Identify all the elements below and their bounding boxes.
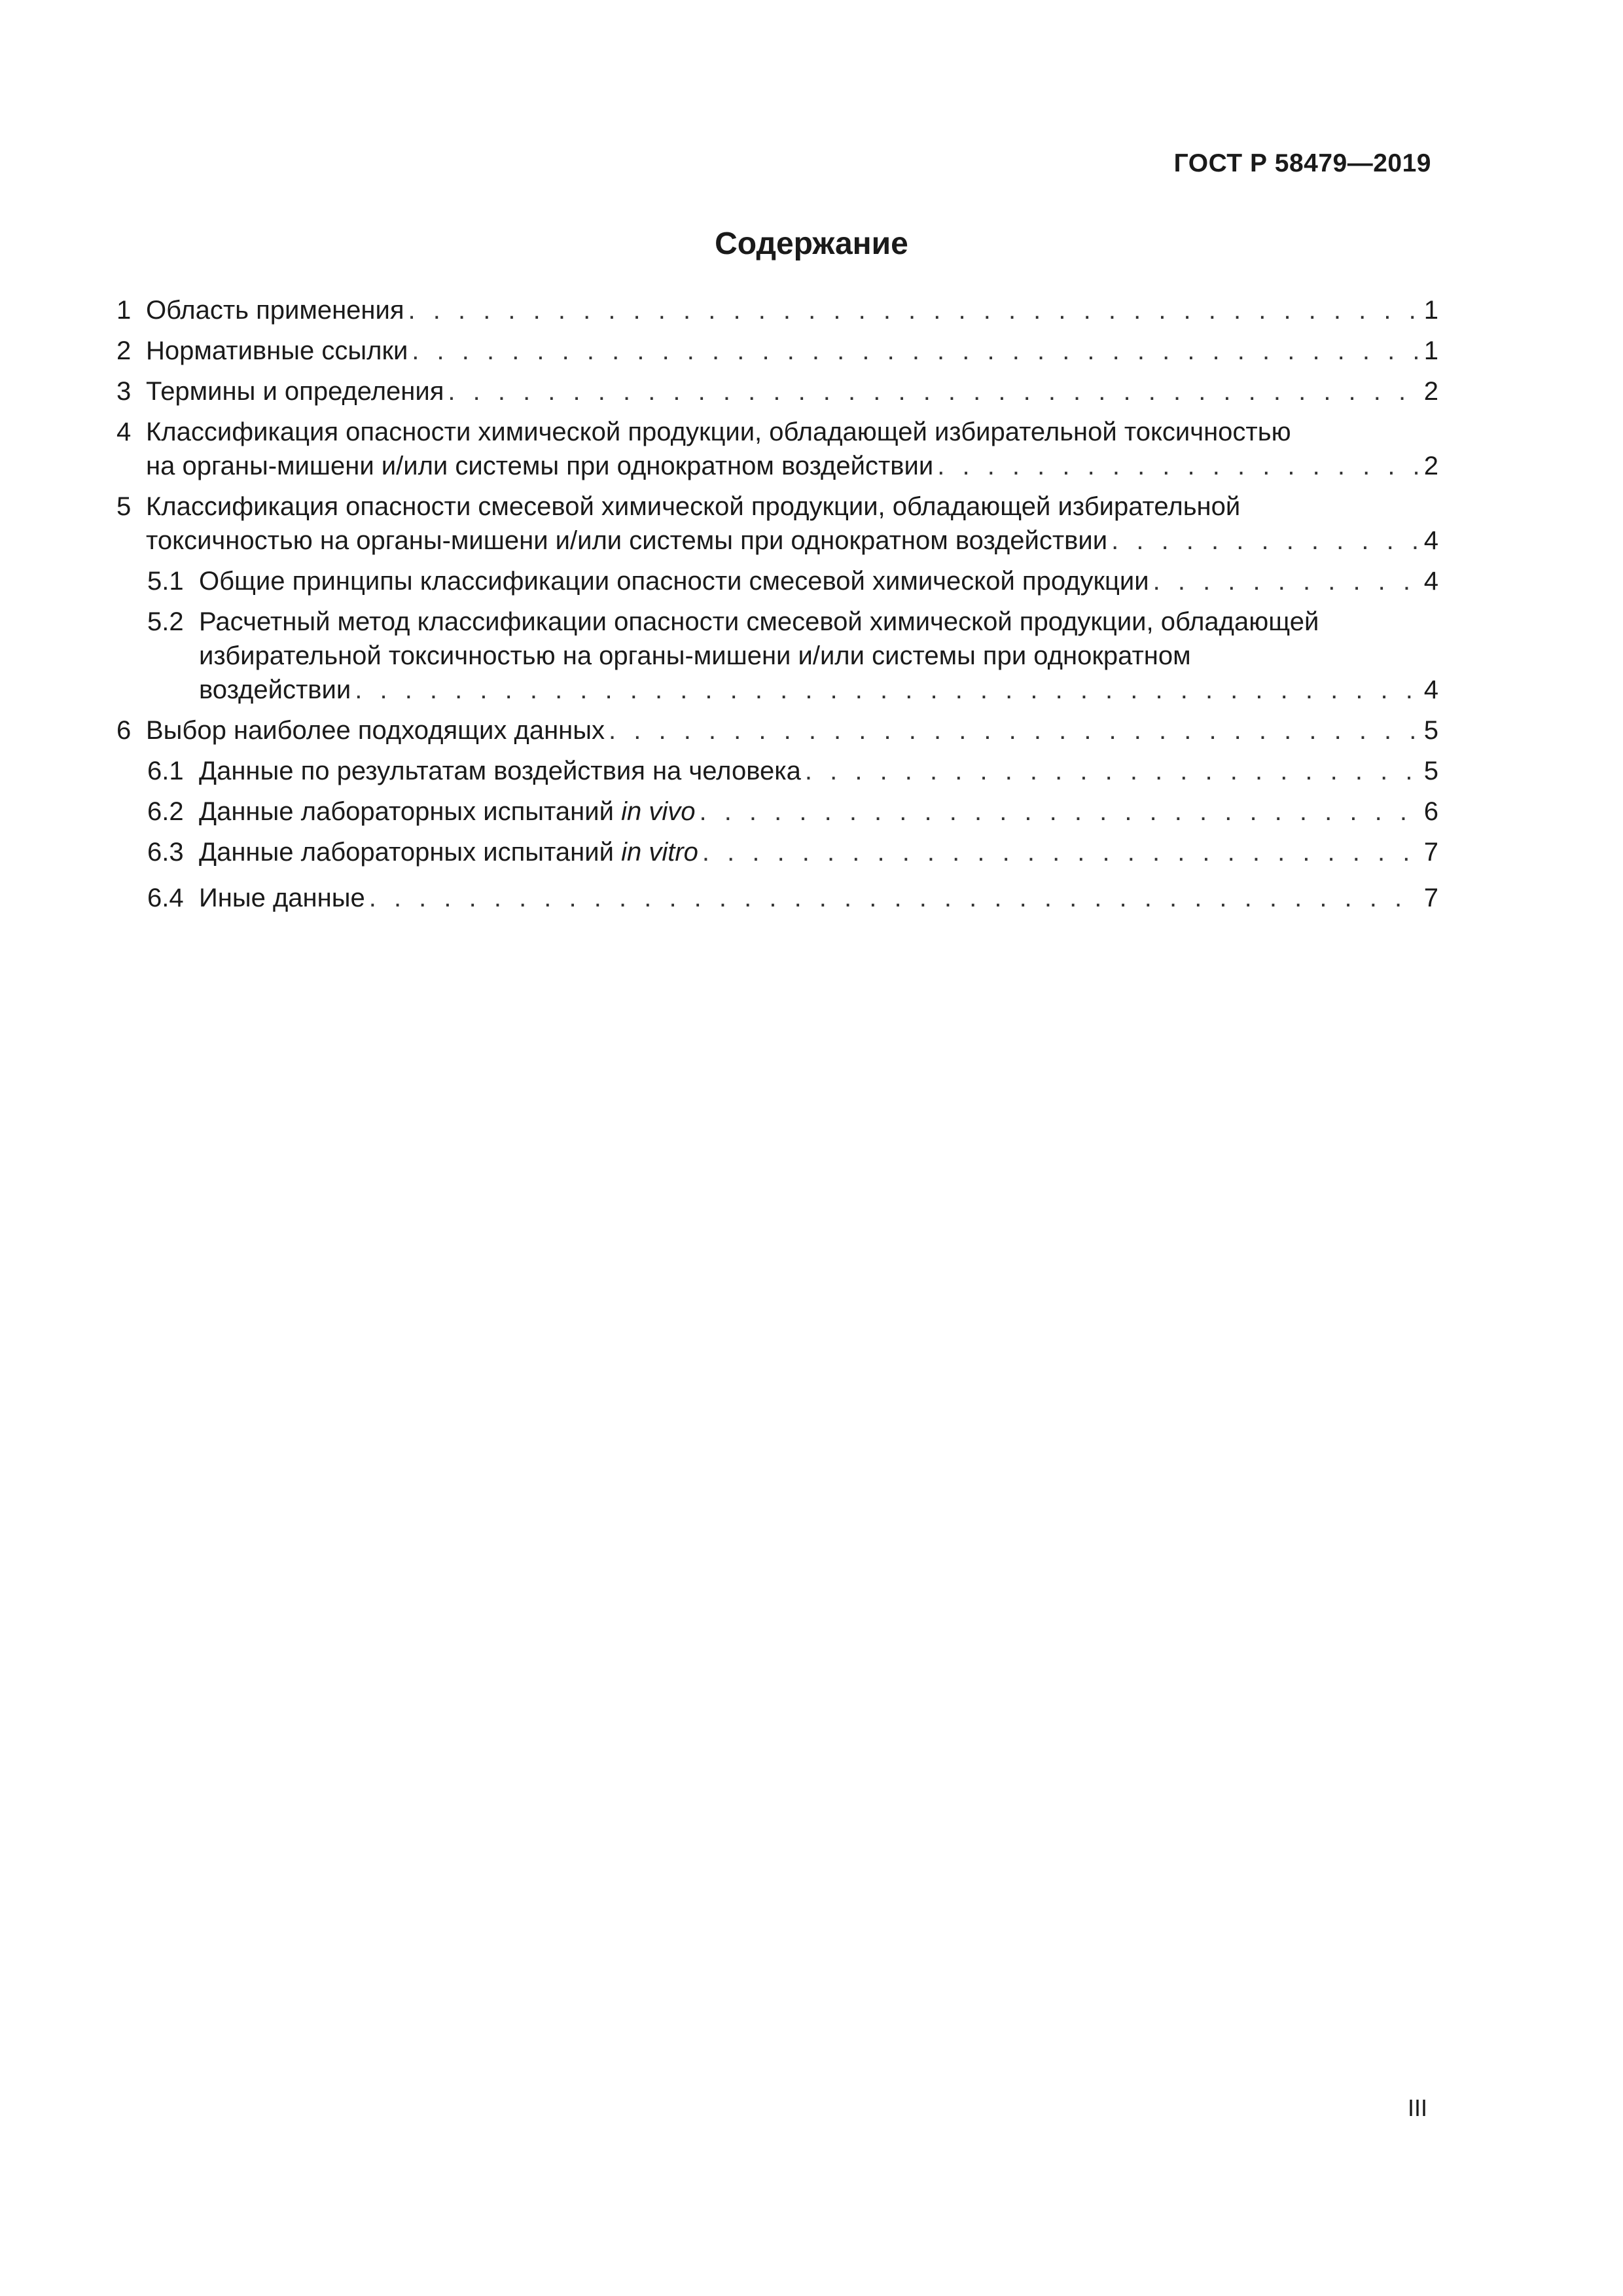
dot-leader xyxy=(937,449,1421,483)
toc-entry-number: 6.2 xyxy=(147,797,184,826)
toc-entry-title-italic: in vivo xyxy=(621,797,696,826)
dot-leader xyxy=(702,835,1421,869)
toc-entry-page: 4 xyxy=(1423,675,1438,704)
toc-entry-title-text: Данные лабораторных испытаний xyxy=(199,838,614,867)
toc-entry-number: 5 xyxy=(116,492,132,521)
toc-entry-title-line: избирательной токсичностью на органы-мишени и/или системы при однократном xyxy=(199,641,1191,670)
toc-entry-page: 4 xyxy=(1423,567,1438,596)
toc-entry-page: 6 xyxy=(1423,797,1438,826)
toc-entry-number: 5.1 xyxy=(147,567,184,596)
toc-entry-title-line: Классификация опасности химической продукции, обладающей избирательной токсичностью xyxy=(146,418,1291,446)
toc-entry-5-2[interactable] xyxy=(147,605,1438,707)
document-code: ГОСТ Р 58479—2019 xyxy=(1173,149,1431,177)
toc-entry-title: Данные по результатам воздействия на человека xyxy=(199,757,801,785)
toc-entry-page: 7 xyxy=(1423,838,1438,867)
toc-entry-number: 2 xyxy=(116,336,132,365)
toc-entry-6-1[interactable] xyxy=(147,754,1438,788)
dot-leader xyxy=(805,754,1421,788)
toc-entry-title-text: Данные лабораторных испытаний xyxy=(199,797,614,826)
toc-entry-6-2[interactable] xyxy=(147,795,1438,829)
dot-leader xyxy=(355,673,1421,707)
toc-entry-4[interactable] xyxy=(116,415,1438,483)
toc-entry-number: 4 xyxy=(116,418,132,446)
toc-entry-5[interactable] xyxy=(116,490,1438,558)
dot-leader xyxy=(408,293,1421,327)
dot-leader xyxy=(1153,564,1421,598)
toc-entry-5-1[interactable] xyxy=(147,564,1438,598)
toc-entry-3[interactable] xyxy=(116,374,1438,408)
toc-entry-title: Область применения xyxy=(146,296,404,325)
toc-entry-title: Выбор наиболее подходящих данных xyxy=(146,716,605,745)
toc-entry-title-italic: in vitro xyxy=(621,838,698,867)
toc-entry-title-line: воздействии xyxy=(199,675,351,704)
toc-entry-number: 3 xyxy=(116,377,132,406)
toc-entry-page: 5 xyxy=(1423,716,1438,745)
toc-entry-number: 1 xyxy=(116,296,132,325)
toc-entry-title-line: Расчетный метод классификации опасности смесевой химической продукции, обладающей xyxy=(199,607,1319,636)
toc-entry-number: 6.1 xyxy=(147,757,184,785)
page-number: III xyxy=(1407,2094,1427,2121)
toc-entry-title: Общие принципы классификации опасности смесевой химической продукции xyxy=(199,567,1149,596)
dot-leader xyxy=(448,374,1421,408)
toc-entry-6[interactable] xyxy=(116,713,1438,747)
toc-entry-2[interactable] xyxy=(116,334,1438,368)
toc-entry-number: 5.2 xyxy=(147,607,184,636)
toc-entry-title xyxy=(199,795,695,829)
toc-entry-6-3[interactable] xyxy=(147,835,1438,869)
toc-entry-1[interactable] xyxy=(116,293,1438,327)
toc-entry-page: 5 xyxy=(1423,757,1438,785)
toc-entry-title-line: токсичностью на органы-мишени и/или системы при однократном воздействии xyxy=(146,526,1108,555)
toc-entry-title: Термины и определения xyxy=(146,377,444,406)
toc-entry-number: 6.4 xyxy=(147,884,184,912)
dot-leader xyxy=(369,881,1421,915)
toc-entry-title: Нормативные ссылки xyxy=(146,336,408,365)
toc-entry-number: 6.3 xyxy=(147,838,184,867)
table-of-contents xyxy=(116,293,1438,915)
toc-entry-title: Иные данные xyxy=(199,884,365,912)
page-title: Содержание xyxy=(715,226,908,261)
toc-entry-page: 1 xyxy=(1423,336,1438,365)
toc-entry-page: 7 xyxy=(1423,884,1438,912)
dot-leader xyxy=(609,713,1421,747)
toc-entry-6-4[interactable] xyxy=(147,881,1438,915)
toc-entry-page: 4 xyxy=(1423,526,1438,555)
toc-entry-title-line: на органы-мишени и/или системы при однократном воздействии xyxy=(146,452,934,480)
toc-entry-page: 2 xyxy=(1423,452,1438,480)
dot-leader xyxy=(412,334,1421,368)
toc-entry-number: 6 xyxy=(116,716,132,745)
dot-leader xyxy=(1111,524,1421,558)
toc-entry-page: 1 xyxy=(1423,296,1438,325)
dot-leader xyxy=(699,795,1421,829)
toc-entry-page: 2 xyxy=(1423,377,1438,406)
toc-entry-title xyxy=(199,835,698,869)
toc-entry-title-line: Классификация опасности смесевой химической продукции, обладающей избирательной xyxy=(146,492,1241,521)
